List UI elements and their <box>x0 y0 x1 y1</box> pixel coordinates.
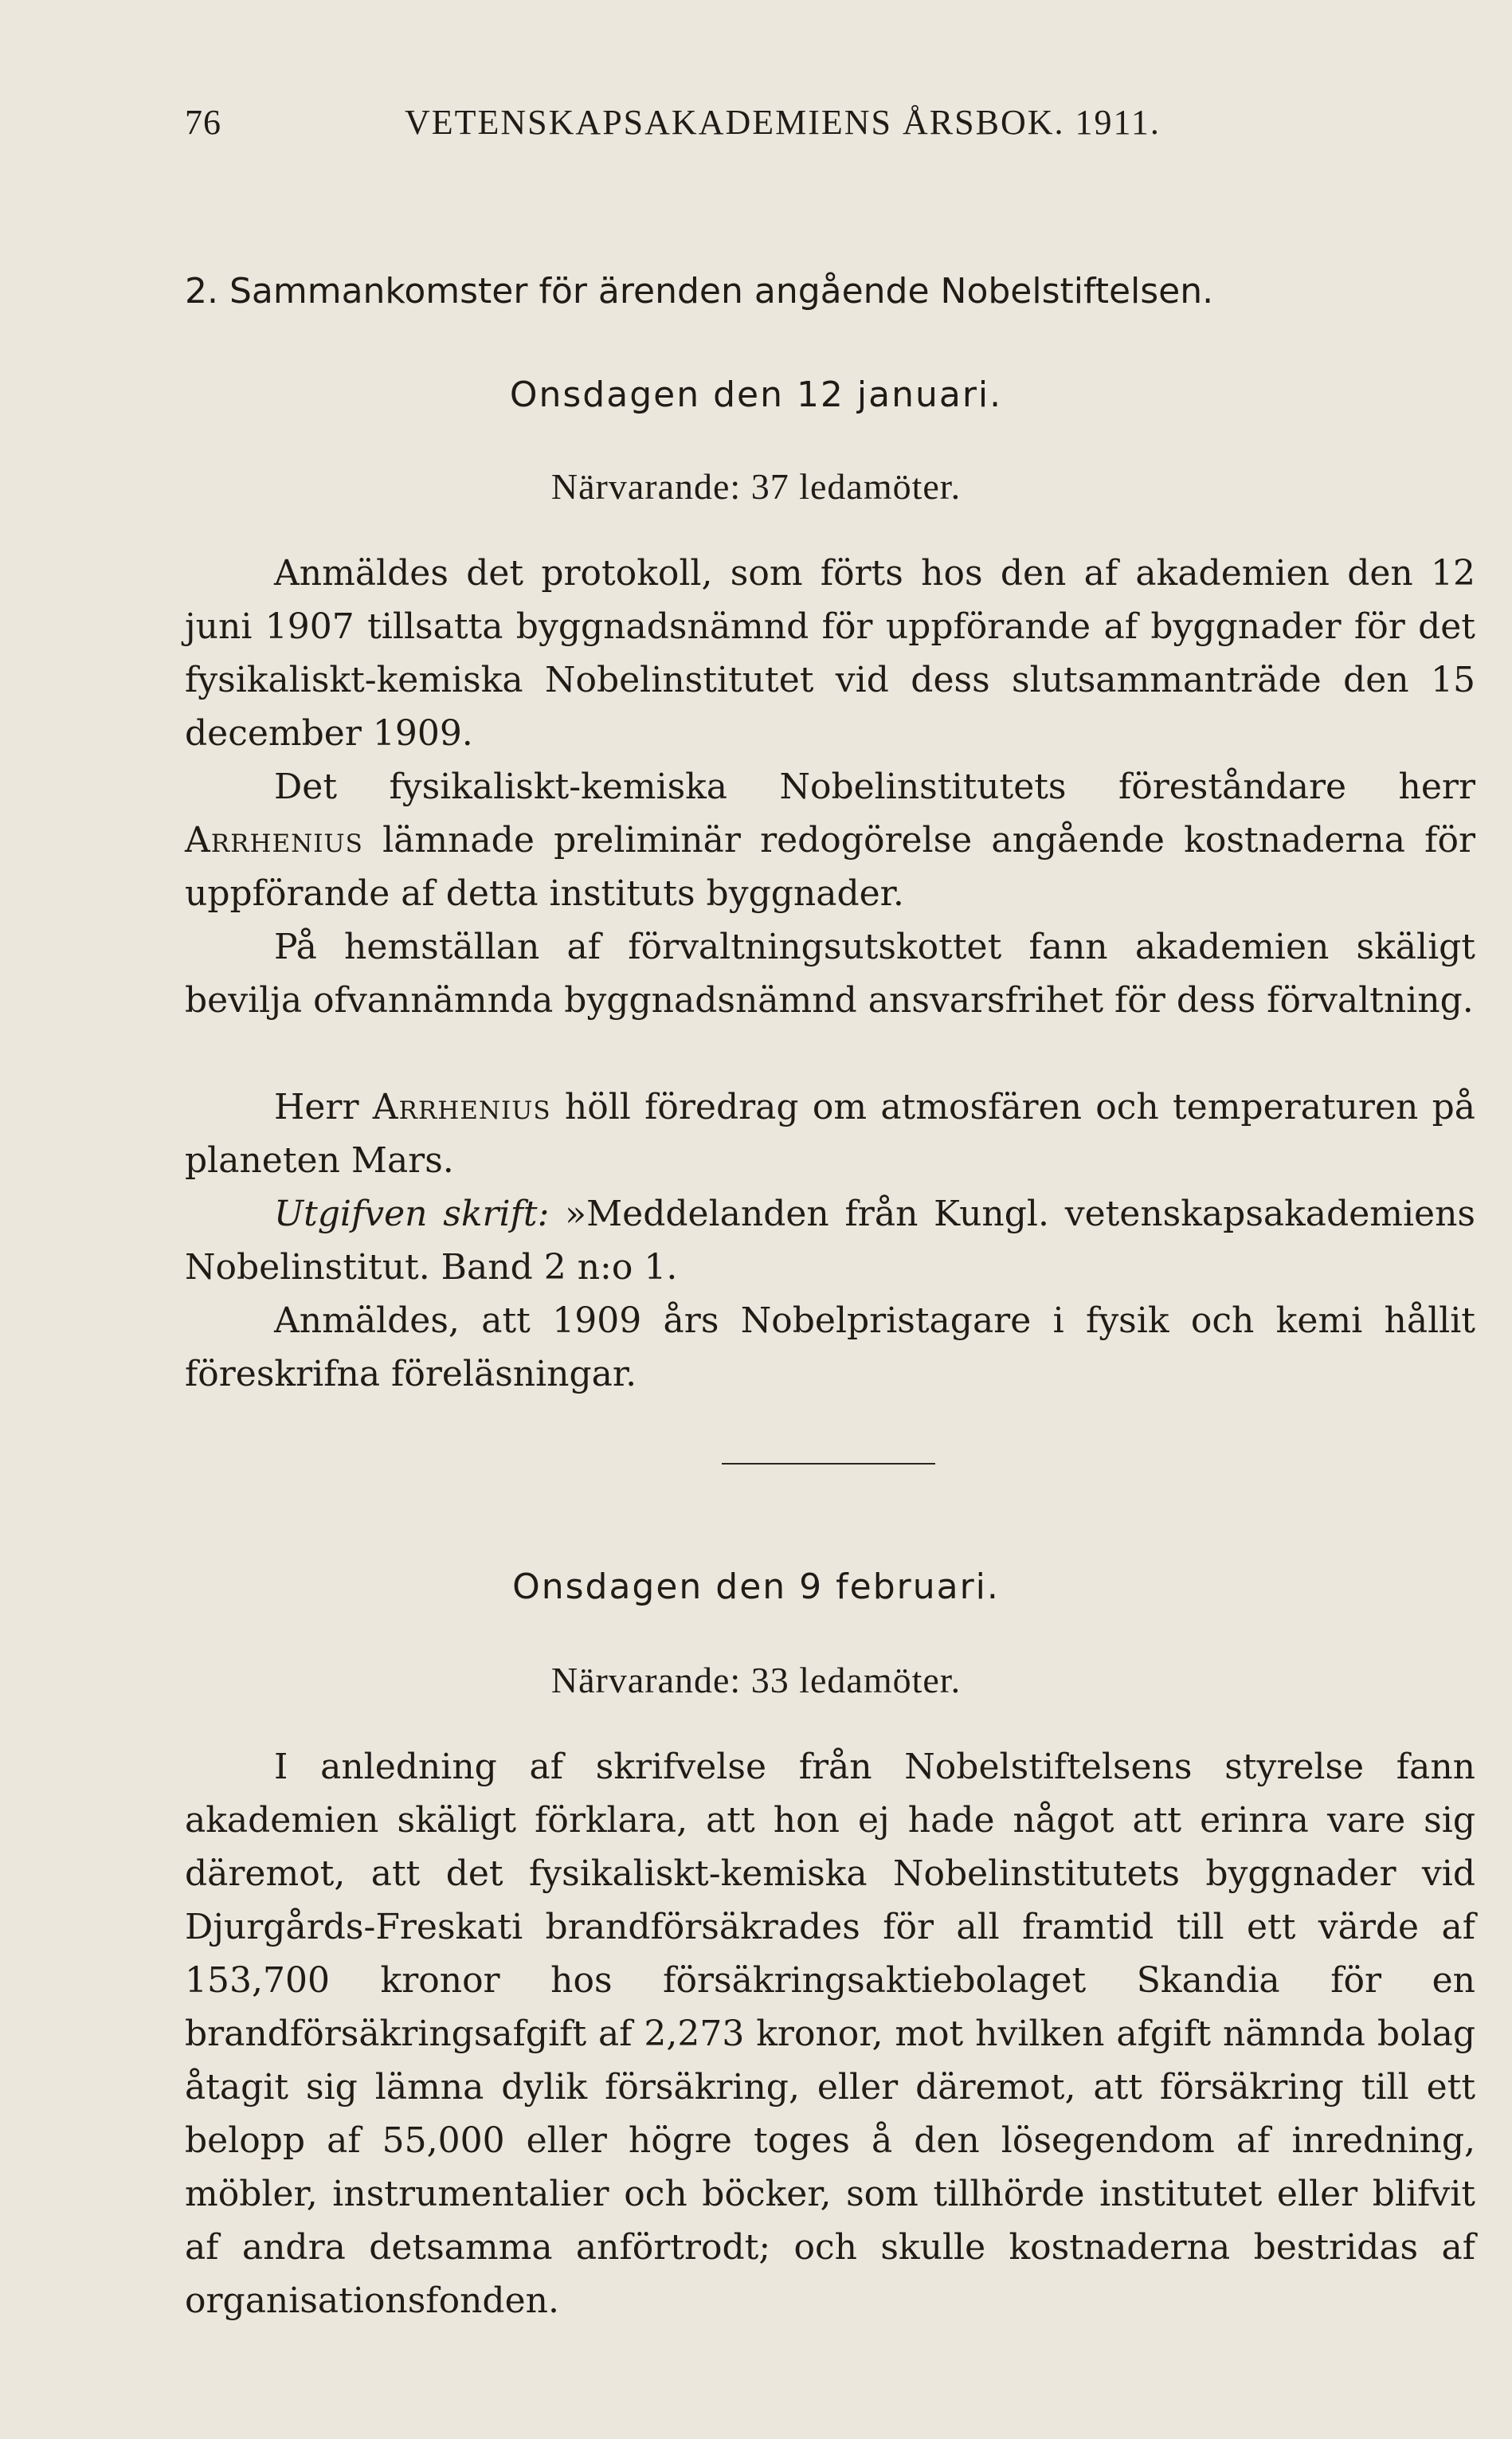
attendance-line: Närvarande: 33 ledamöter. <box>550 1660 962 1700</box>
running-title: VETENSKAPSAKADEMIENS ÅRSBOK. 1911. <box>405 103 1161 142</box>
paragraph <box>185 760 1475 920</box>
paragraph: I anledning af skrifvelse från Nobelstiftelsens styrelse fann akademien skäligt förklara, att hon ej hade något att erinra vare sig däremot, att det fysikaliskt-kemiska Nobelinstitutets byggnader vid Djurgårds-Freskati brandförsäkrades för all framtid till ett värde af 153,700 kronor hos försäkringsaktiebolaget Skandia för en brandförsäkringsafgift af 2,273 kronor, mot hvilken afgift nämnda bolag åtagit sig lämna dylik försäkring, eller däremot, att försäkring till ett belopp af 55,000 eller högre toges å den lösegendom af inredning, möbler, instrumentalier och böcker, som tillhörde institutet eller blifvit af andra detsamma anförtrodt; och skulle kostnaderna bestridas af organisationsfonden. <box>185 1747 1475 2321</box>
paragraph-text: Herr <box>274 1087 373 1127</box>
paragraph-text: lämnade preliminär redogörelse angående kostnaderna för uppförande af detta instituts byggnader. <box>185 820 1475 914</box>
page-number: 76 <box>185 103 221 142</box>
paragraph-text: Det fysikaliskt-kemiska Nobelinstitutets föreståndare herr <box>274 767 1475 807</box>
paragraph <box>185 1080 1475 1187</box>
meeting-date: Onsdagen den 9 februari. <box>512 1567 1000 1607</box>
person-name: Arrhenius <box>185 820 363 861</box>
paragraph-text: »Meddelanden från Kungl. vetenskapsakademiens Nobelinstitut. Band 2 n:o 1. <box>185 1194 1475 1288</box>
paragraph <box>185 1187 1475 1294</box>
person-name: Arrhenius <box>372 1087 551 1127</box>
meeting-date: Onsdagen den 12 januari. <box>509 374 1003 415</box>
section-divider <box>722 1463 935 1465</box>
paragraph: På hemställan af förvaltningsutskottet fann akademien skäligt bevilja ofvannämnda byggnadsnämnd ansvarsfrihet för dess förvaltning. <box>185 927 1475 1021</box>
paragraph: Anmäldes, att 1909 års Nobelpristagare i fysik och kemi hållit föreskrifna föreläsningar. <box>185 1300 1475 1394</box>
attendance-line: Närvarande: 37 ledamöter. <box>550 466 962 507</box>
paragraph: Anmäldes det protokoll, som förts hos den af akademien den 12 juni 1907 tillsatta byggnadsnämnd för uppförande af byggnader för det fysikaliskt-kemiska Nobelinstitutet vid dess slutsammanträde den 15 december 1909. <box>185 553 1475 754</box>
label-italic: Utgifven skrift: <box>274 1194 550 1234</box>
paragraph-text: höll föredrag om atmosfären och temperaturen på planeten Mars. <box>185 1087 1475 1181</box>
section-heading: 2. Sammankomster för ärenden angående Nobelstiftelsen. <box>185 271 1214 312</box>
